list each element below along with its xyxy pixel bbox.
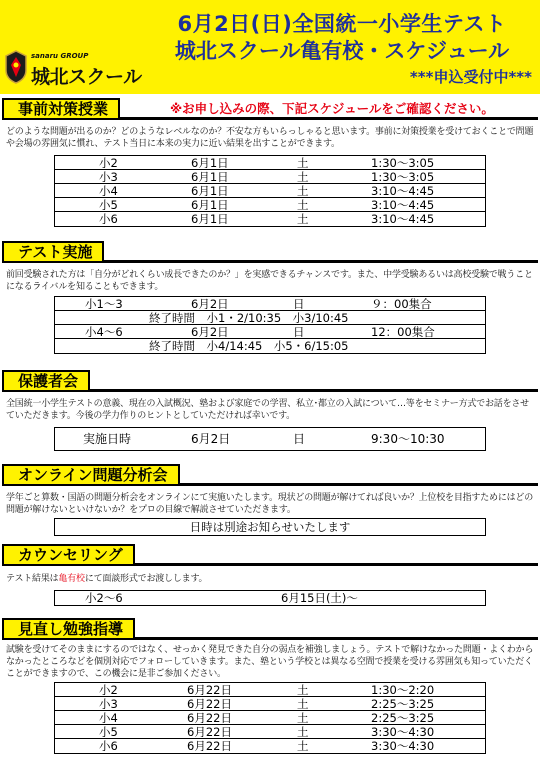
section-description: 試験を受けてそのままにするのではなく、せっかく発見できた自分の弱点を補強しましょう。テストで解けなかった問題・よくわからなかったところなどを個別対応でフォローしていきます。また、塾という学校とは異なる空間で授業を受ける雰囲気も知っていただくことができますので、この機会に是非ご参加ください。	[6, 645, 534, 679]
table-row: 小3 6月1日 土 1:30～3:05	[55, 170, 485, 184]
table-row: 小4 6月1日 土 3:10～4:45	[55, 184, 485, 198]
table-row: 小2 6月1日 土 1:30～3:05	[55, 156, 485, 170]
logo-name: 城北スクール	[31, 66, 142, 88]
table-row: 小4～6 6月2日 日 12：00集合	[55, 325, 485, 339]
review-schedule-table	[54, 682, 486, 754]
schedule-row: 実施日時 6月2日 日 9:30～10:30	[83, 432, 445, 446]
analysis-note-box	[54, 518, 486, 536]
section-description: 学年ごと算数・国語の問題分析会をオンラインにて実施いたします。現状どの問題が解けてれば良いか？上位校を目指すためにはどの問題が解けないといけないか？をプロの目線で解説させていただきます。	[6, 493, 534, 515]
section-heading: テスト実施	[2, 241, 104, 263]
school-crest-icon	[4, 50, 28, 84]
header-banner	[0, 0, 540, 94]
analysis-note: 日時は別途お知らせいたします	[189, 520, 351, 534]
table-row: 小6 6月1日 土 3:10～4:45	[99, 212, 435, 226]
page-subtitle: 城北スクール亀有校・スケジュール	[174, 39, 510, 63]
parents-schedule	[54, 427, 486, 451]
section-heading: カウンセリング	[2, 544, 135, 566]
table-row: 終了時間 小4/14:45 小5・6/15:05	[149, 339, 349, 353]
section-heading: 事前対策授業	[2, 98, 120, 120]
schedule-table	[54, 155, 486, 227]
logo-group-text: sanaru GROUP	[31, 52, 89, 60]
test-schedule-table	[54, 296, 486, 354]
section-description: 全国統一小学生テストの意義、現在の入試概況、塾および家庭での学習、私立･都立の入試について…等をセミナー方式でお話をさせていただきます。今後の学力作りのヒントとしていただければ幸いです。	[6, 399, 529, 421]
section-heading: 見直し勉強指導	[2, 618, 135, 640]
status-badge: ***申込受付中***	[409, 68, 532, 86]
table-row: 終了時間 小1・2/10:35 小3/10:45	[55, 311, 485, 325]
counseling-row	[54, 590, 486, 606]
table-row: 小1～3 6月2日 日 ９：00集合	[55, 297, 485, 311]
notice-text: ※お申し込みの際、下記スケジュールをご確認ください。	[170, 101, 494, 116]
section-heading: 保護者会	[2, 370, 90, 392]
table-row: 小5 6月22日 土 3:30～4:30	[55, 725, 485, 739]
page-title: 6月2日(日)全国統一小学生テスト	[177, 12, 507, 36]
section-description: どのような問題が出るのか？どのようなレベルなのか？不安な方もいらっしゃると思います。事前に対策授業を受けておくことで問題や会場の雰囲気に慣れ、テスト当日に本来の実力に近い結果を出すことができます。	[6, 127, 534, 149]
table-row: 小2～6 6月15日(土)～	[85, 591, 358, 605]
table-row: 小2 6月22日 土 1:30～2:20	[55, 683, 485, 697]
table-row: 小4 6月22日 土 2:25～3:25	[55, 711, 485, 725]
section-description: 前回受験された方は「自分がどれくらい成長できたのか？」を実感できるチャンスです。また、中学受験あるいは高校受験で戦うことになるライバルを知ることもできます。	[6, 270, 533, 292]
section-description: テスト結果は亀有校にて面談形式でお渡しします。	[6, 574, 208, 584]
table-row: 小3 6月22日 土 2:25～3:25	[55, 697, 485, 711]
table-row: 小6 6月22日 土 3:30～4:30	[99, 739, 435, 753]
school-name: 亀有校	[58, 574, 85, 584]
table-row: 小5 6月1日 土 3:10～4:45	[55, 198, 485, 212]
section-heading: オンライン問題分析会	[2, 464, 180, 486]
